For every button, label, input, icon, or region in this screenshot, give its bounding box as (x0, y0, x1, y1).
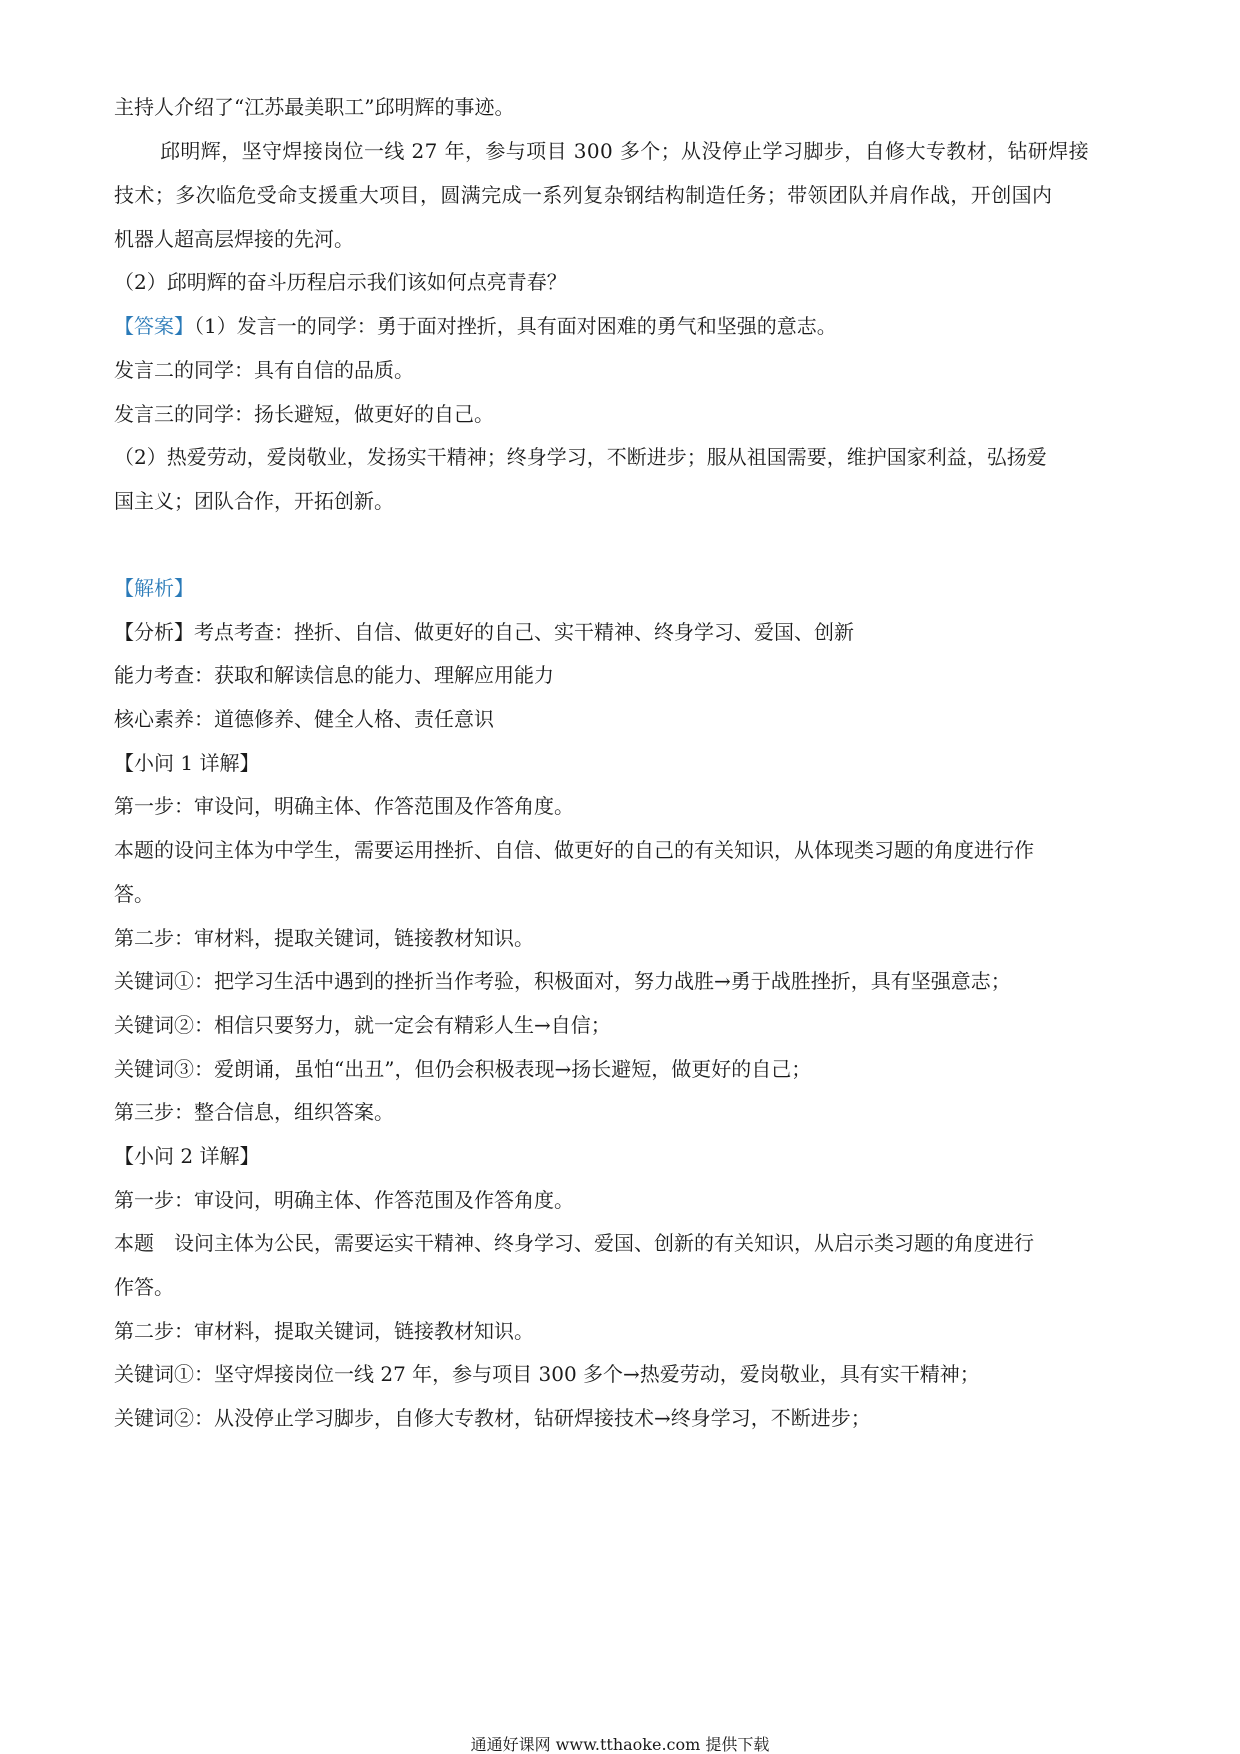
answer-tag: 【答案】 (114, 314, 194, 338)
text-line-28: 第二步：审材料，提取关键词，链接教材知识。 (114, 1319, 534, 1343)
text-line-20: 关键词①：把学习生活中遇到的挫折当作考验，积极面对，努力战胜→勇于战胜挫折，具有坚强意志； (114, 969, 1011, 993)
text-line-9: （2）热爱劳动，爱岗敬业，发扬实干精神；终身学习，不断进步；服从祖国需要，维护国家利益，弘扬爱 (114, 445, 1047, 469)
text-line-4: 机器人超高层焊接的先河。 (114, 227, 354, 251)
text-line-19: 第二步：审材料，提取关键词，链接教材知识。 (114, 926, 534, 950)
sub-question-2-heading: 【小问 2 详解】 (114, 1144, 260, 1168)
question-2: （2）邱明辉的奋斗历程启示我们该如何点亮青春？ (114, 270, 567, 294)
footer-watermark: 通通好课网 www.tthaoke.com 提供下载 (470, 1735, 770, 1754)
text-line-27: 作答。 (114, 1275, 174, 1299)
answer-line (114, 312, 1134, 340)
text-line-8: 发言三的同学：扬长避短，做更好的自己。 (114, 402, 494, 426)
text-line-29: 关键词①：坚守焊接岗位一线 27 年，参与项目 300 多个→热爱劳动，爱岗敬业，具有实干精神； (114, 1362, 980, 1386)
text-line-17: 本题的设问主体为中学生，需要运用挫折、自信、做更好的自己的有关知识，从体现类习题的角度进行作 (114, 838, 1034, 862)
analysis-heading (114, 574, 1134, 602)
text-line-26: 本题 设问主体为公民，需要运实干精神、终身学习、爱国、创新的有关知识，从启示类习题的角度进行 (114, 1231, 1034, 1255)
text-line-10: 国主义；团队合作，开拓创新。 (114, 489, 394, 513)
text-line-1: 主持人介绍了“江苏最美职工”邱明辉的事迹。 (114, 95, 515, 119)
text-line-18: 答。 (114, 882, 154, 906)
answer-text: （1）发言一的同学：勇于面对挫折，具有面对困难的勇气和坚强的意志。 (194, 314, 837, 338)
text-line-7: 发言二的同学：具有自信的品质。 (114, 358, 414, 382)
text-line-30: 关键词②：从没停止学习脚步，自修大专教材，钻研焊接技术→终身学习，不断进步； (114, 1406, 871, 1430)
text-line-12: 【分析】考点考查：挫折、自信、做更好的自己、实干精神、终身学习、爱国、创新 (114, 620, 854, 644)
text-line-3: 技术；多次临危受命支援重大项目，圆满完成一系列复杂钢结构制造任务；带领团队并肩作战，开创国内 (114, 183, 1053, 207)
text-line-16: 第一步：审设问，明确主体、作答范围及作答角度。 (114, 794, 574, 818)
text-line-25: 第一步：审设问，明确主体、作答范围及作答角度。 (114, 1188, 574, 1212)
text-line-14: 核心素养：道德修养、健全人格、责任意识 (114, 707, 494, 731)
text-line-22: 关键词③：爱朗诵，虽怕“出丑”，但仍会积极表现→扬长避短，做更好的自己； (114, 1057, 812, 1081)
text-line-23: 第三步：整合信息，组织答案。 (114, 1100, 394, 1124)
sub-question-1-heading: 【小问 1 详解】 (114, 751, 260, 775)
analysis-tag: 【解析】 (114, 576, 194, 600)
text-line-2: 邱明辉，坚守焊接岗位一线 27 年，参与项目 300 多个；从没停止学习脚步，自修大专教材，钻研焊接 (160, 139, 1090, 163)
text-line-13: 能力考查：获取和解读信息的能力、理解应用能力 (114, 663, 554, 687)
text-line-21: 关键词②：相信只要努力，就一定会有精彩人生→自信； (114, 1013, 611, 1037)
